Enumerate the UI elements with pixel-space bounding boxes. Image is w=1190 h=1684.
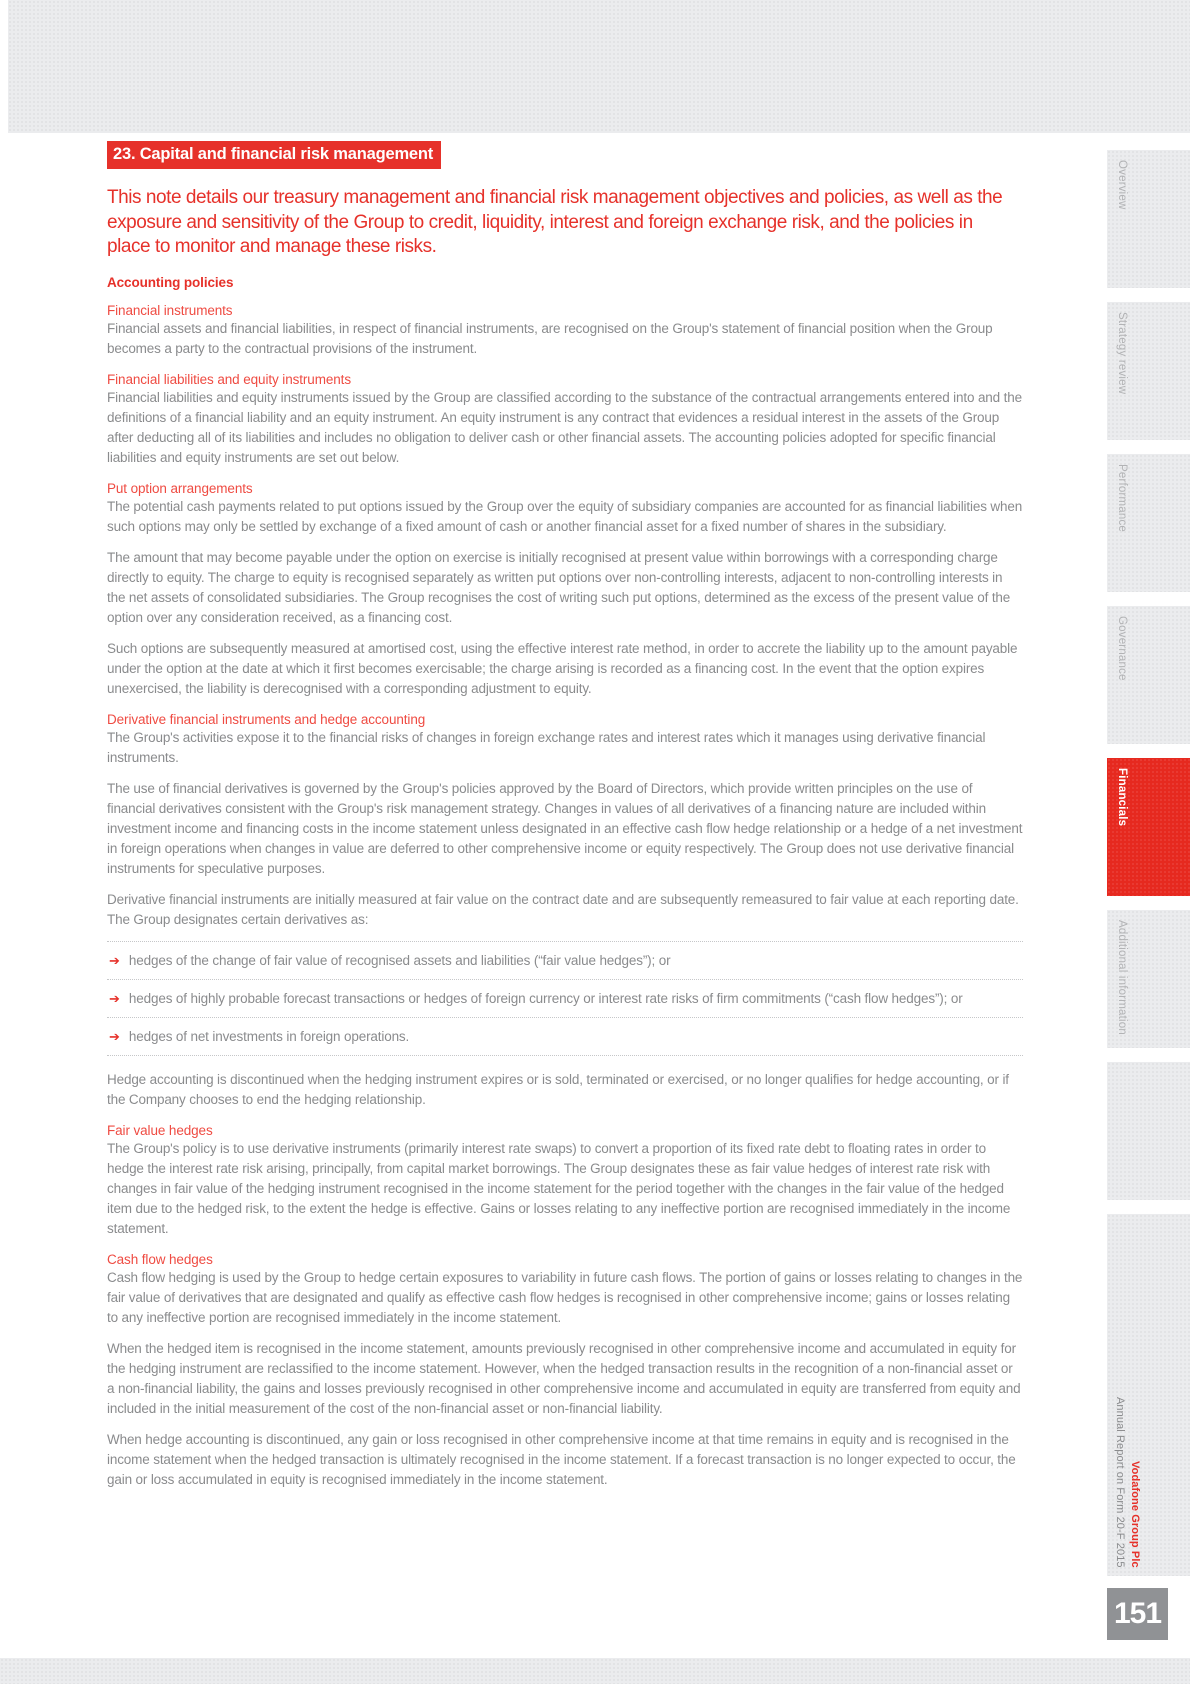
section-heading: Derivative financial instruments and hedge accounting <box>107 711 426 727</box>
hedge-types-list <box>107 941 1023 1056</box>
sidebar-tab-overview[interactable] <box>1107 150 1190 288</box>
section-tab-sidebar <box>1107 150 1190 1640</box>
note-intro-text: This note details our treasury management and financial risk management objectives and policies, as well as the exposure and sensitivity of the Group to credit, liquidity, interest and foreign exchange risk, and the policies in place to monitor and manage these risks. <box>107 187 1003 257</box>
body-paragraph: Financial assets and financial liabilities, in respect of financial instruments, are recognised on the Group's statement of financial position when the Group becomes a party to the contractual provisions of the instrument. <box>107 320 993 356</box>
note-title: 23. Capital and financial risk management <box>113 145 434 163</box>
body-paragraph: Such options are subsequently measured at amortised cost, using the effective interest rate method, in order to accrete the liability up to the amount payable under the option at the date at which it first becomes exercisable; the charge arising is recorded as a financing cost. In the event that the option expires unexercised, the liability is derecognised with a corresponding adjustment to equity. <box>107 640 1018 696</box>
policy-section-put-option-arrangements <box>107 481 1023 699</box>
sidebar-tabs <box>1107 150 1190 1048</box>
body-paragraph: When hedge accounting is discontinued, any gain or loss recognised in other comprehensive income at that time remains in equity and is recognised in the income statement when the hedged transaction is ultimately recognised in the income statement. If a forecast transaction is no longer expected to occur, the gain or loss accumulated in equity is recognised immediately in the income statement. <box>107 1431 1016 1487</box>
list-item-text: hedges of the change of fair value of recognised assets and liabilities (“fair value hedges”); or <box>128 952 671 968</box>
sidebar-tab-label: Strategy review <box>1116 312 1128 395</box>
section-heading: Fair value hedges <box>107 1122 213 1138</box>
page-bottom-edge-band <box>0 1658 1190 1684</box>
body-paragraph: Cash flow hedging is used by the Group to hedge certain exposures to variability in future cash flows. The portion of gains or losses relating to changes in the fair value of derivatives that are designated and qualify as effective cash flow hedges is recognised in other comprehensive income; gains or losses relating to any ineffective portion are recognised immediately in the income statement. <box>107 1269 1023 1325</box>
arrow-bullet-icon: ➔ <box>109 990 120 1006</box>
list-item-text: hedges of net investments in foreign operations. <box>128 1028 410 1044</box>
section-heading: Cash flow hedges <box>107 1251 213 1267</box>
policy-section-cash-flow-hedges <box>107 1252 1023 1490</box>
body-paragraph: The amount that may become payable under the option on exercise is initially recognised at present value within borrowings with a corresponding charge directly to equity. The charge to equity is recognised separately as written put options over non-controlling interests, adjacent to non-controlling interests in the net assets of consolidated subsidiaries. The Group recognises the cost of writing such put options, determined as the excess of the present value of the option over any consideration received, as a financing cost. <box>107 549 1011 625</box>
sidebar-tab-label: Additional information <box>1116 920 1128 1035</box>
page-number-badge <box>1107 1588 1168 1640</box>
sidebar-tab-label: Overview <box>1116 160 1128 210</box>
list-item <box>107 1017 1023 1056</box>
list-item <box>107 941 1023 979</box>
body-paragraph: The Group's policy is to use derivative instruments (primarily interest rate swaps) to convert a proportion of its fixed rate debt to floating rates in order to hedge the interest rate risk arising, principally, from capital market borrowings. The Group designates these as fair value hedges of interest rate risk with changes in fair value of the hedging instrument recognised in the income statement for the period together with the changes in the fair value of the hedged item due to the hedged risk, to the extent the hedge is effective. Gains or losses relating to any ineffective portion are recognised immediately in the income statement. <box>107 1140 1011 1236</box>
body-paragraph: The use of financial derivatives is governed by the Group's policies approved by the Board of Directors, which provide written principles on the use of financial derivatives consistent with the Group's risk management strategy. Changes in values of all derivatives of a financing nature are included within investment income and financing costs in the income statement unless designated in an effective cash flow hedge relationship or a hedge of a net investment in foreign operations when changes in value are deferred to other comprehensive income or equity respectively. The Group does not use derivative financial instruments for speculative purposes. <box>107 780 1023 876</box>
body-paragraph: Financial liabilities and equity instruments issued by the Group are classified according to the substance of the contractual arrangements entered into and the definitions of a financial liability and an equity instrument. An equity instrument is any contract that evidences a residual interest in the assets of the Group after deducting all of its liabilities and includes no obligation to deliver cash or other financial assets. The accounting policies adopted for specific financial liabilities and equity instruments are set out below. <box>107 389 1022 465</box>
arrow-bullet-icon: ➔ <box>109 952 120 968</box>
sidebar-tab-financials[interactable] <box>1107 758 1190 896</box>
sidebar-tab-label: Performance <box>1116 464 1128 533</box>
main-content-column <box>107 141 1023 1501</box>
sidebar-tab-performance[interactable] <box>1107 454 1190 592</box>
sidebar-footer-box <box>1107 1214 1190 1576</box>
policy-sections <box>107 303 1023 1490</box>
body-paragraph: Derivative financial instruments are initially measured at fair value on the contract date and are subsequently remeasured to fair value at each reporting date. The Group designates certain derivatives as: <box>107 891 1019 927</box>
sidebar-spacer-box <box>1107 1062 1190 1200</box>
policy-section-financial-instruments <box>107 303 1023 359</box>
report-title: Annual Report on Form 20-F 2015 <box>1114 1397 1126 1568</box>
section-heading: Financial instruments <box>107 302 233 318</box>
sidebar-tab-label: Financials <box>1116 768 1128 827</box>
body-paragraph: When the hedged item is recognised in the income statement, amounts previously recognised in other comprehensive income and accumulated in equity for the hedging instrument are reclassified to the income statement. However, when the hedged transaction results in the recognition of a non-financial asset or a non-financial liability, the gains and losses previously recognised in other comprehensive income and accumulated in equity are transferred from equity and included in the initial measurement of the cost of the non-financial asset or non-financial liability. <box>107 1340 1021 1416</box>
brand-name: Vodafone Group Plc <box>1129 1461 1141 1568</box>
list-item-text: hedges of highly probable forecast transactions or hedges of foreign currency or interest rate risks of firm commitments (“cash flow hedges”); or <box>128 990 963 1006</box>
body-paragraph: Hedge accounting is discontinued when the hedging instrument expires or is sold, terminated or exercised, or no longer qualifies for hedge accounting, or if the Company chooses to end the hedging relationship. <box>107 1071 1009 1107</box>
section-heading: Put option arrangements <box>107 480 253 496</box>
body-paragraph: The Group's activities expose it to the financial risks of changes in foreign exchange rates and interest rates which it manages using derivative financial instruments. <box>107 729 986 765</box>
body-paragraph: The potential cash payments related to put options issued by the Group over the equity of subsidiary companies are accounted for as financial liabilities when such options may only be settled by exchange of a fixed amount of cash or another financial asset for a fixed number of shares in the subsidiary. <box>107 498 1023 534</box>
policy-section-fair-value-hedges <box>107 1123 1023 1239</box>
page-top-edge-band <box>8 0 1190 133</box>
section-heading: Financial liabilities and equity instruments <box>107 371 351 387</box>
sidebar-tab-strategy-review[interactable] <box>1107 302 1190 440</box>
sidebar-tab-label: Governance <box>1116 616 1128 681</box>
report-footer-vertical-text <box>1114 1373 1141 1568</box>
arrow-bullet-icon: ➔ <box>109 1028 120 1044</box>
page-number: 151 <box>1113 1597 1162 1630</box>
list-item <box>107 979 1023 1017</box>
sidebar-tab-additional-information[interactable] <box>1107 910 1190 1048</box>
note-title-bar <box>107 141 441 169</box>
sidebar-tab-governance[interactable] <box>1107 606 1190 744</box>
accounting-policies-heading: Accounting policies <box>107 274 234 290</box>
policy-section-financial-liabilities-and-equity-instruments <box>107 372 1023 468</box>
policy-section-derivative-financial-instruments-and-hedge-accounting <box>107 712 1023 1110</box>
